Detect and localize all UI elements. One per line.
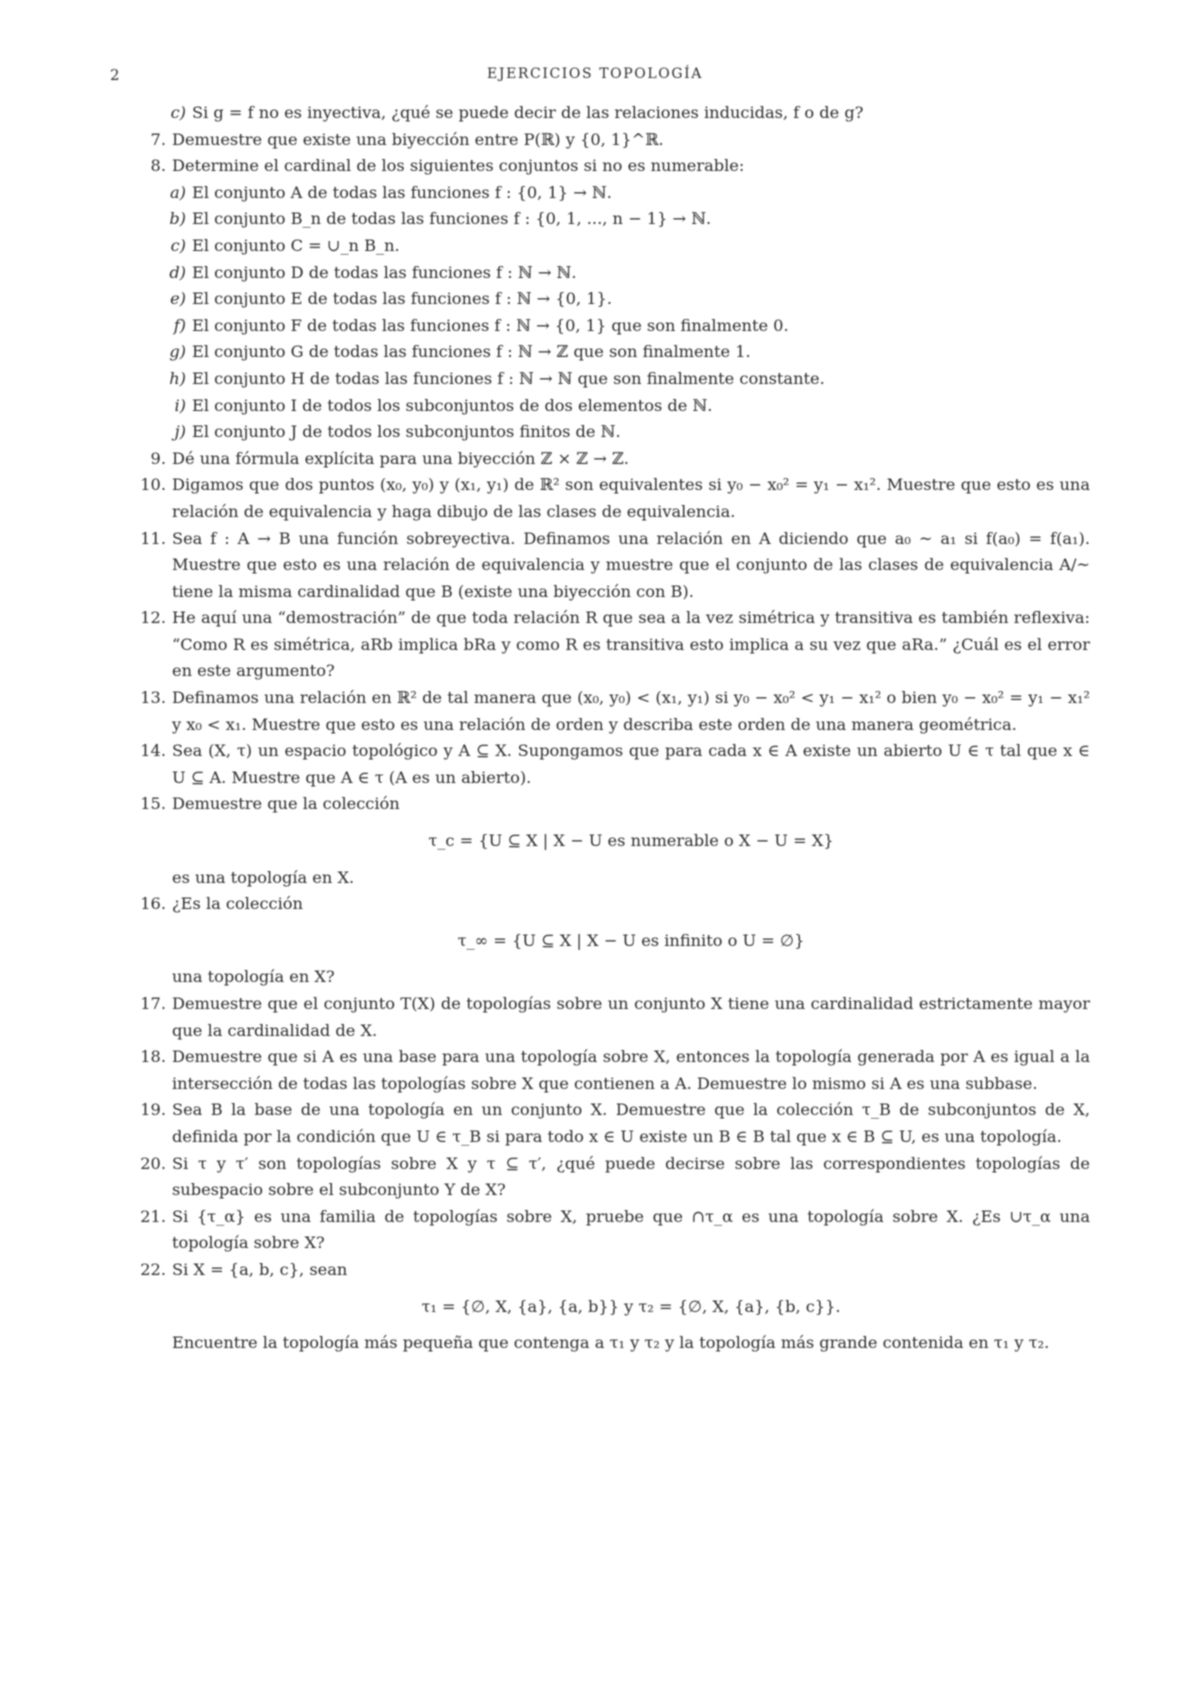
- exercise-item: [140, 991, 1090, 1044]
- item-text: Demuestre que la colección: [172, 794, 400, 814]
- continuation-text: Encuentre la topología más pequeña que contenga a τ₁ y τ₂ y la topología más grande contenida en τ₁ y τ₂.: [172, 1333, 1050, 1353]
- exercise-item: [140, 1204, 1090, 1257]
- sub-exercise: [150, 206, 1090, 233]
- item-number: e): [170, 289, 186, 309]
- item-text: El conjunto I de todos los subconjuntos de dos elementos de ℕ.: [192, 395, 713, 415]
- display-formula: τ_∞ = {U ⊆ X | X − U es infinito o U = ∅}: [457, 930, 805, 950]
- page-number: 2: [110, 66, 120, 84]
- item-number: j): [174, 422, 186, 442]
- item-text: El conjunto J de todos los subconjuntos finitos de ℕ.: [192, 422, 621, 442]
- display-formula: τ₁ = {∅, X, {a}, {a, b}} y τ₂ = {∅, X, {a}, {b, c}}.: [421, 1296, 841, 1316]
- exercise-item: [140, 605, 1090, 685]
- item-text: Si X = {a, b, c}, sean: [172, 1259, 348, 1279]
- item-text: Demuestre que el conjunto T(X) de topologías sobre un conjunto X tiene una cardinalidad estrictamente mayor que la cardinalidad de X.: [172, 994, 1090, 1040]
- sub-exercise: [150, 286, 1090, 313]
- sub-exercise: [150, 100, 1090, 127]
- sub-exercise: [150, 260, 1090, 287]
- item-text: Determine el cardinal de los siguientes conjuntos si no es numerable:: [172, 156, 745, 176]
- exercise-list: [140, 100, 1090, 1357]
- item-text: El conjunto E de todas las funciones f : ℕ → {0, 1}.: [192, 289, 612, 309]
- sub-exercise: [150, 393, 1090, 420]
- sub-exercise: [150, 180, 1090, 207]
- sub-exercise: [150, 419, 1090, 446]
- item-text: Si {τ_α} es una familia de topologías sobre X, pruebe que ∩τ_α es una topología sobre X. ¿Es ∪τ_α una topología sobre X?: [172, 1206, 1090, 1253]
- item-number: b): [169, 209, 186, 229]
- item-number: 16.: [140, 894, 166, 914]
- continuation-text: una topología en X?: [172, 967, 335, 987]
- exercise-item: [140, 685, 1090, 738]
- item-number: 13.: [140, 688, 166, 708]
- continuation-text: es una topología en X.: [172, 867, 355, 887]
- exercise-item: [140, 1097, 1090, 1150]
- exercise-item: [140, 891, 1090, 918]
- exercise-item: [150, 127, 1090, 154]
- item-text: Definamos una relación en ℝ² de tal manera que (x₀, y₀) < (x₁, y₁) si y₀ − x₀² < y₁ − x₁² o bien y₀ − x₀² = y₁ − x₁² y x₀ < x₁. Muestre que esto es una relación de orden y describa este orden de una manera geométrica.: [172, 688, 1090, 734]
- item-text: El conjunto F de todas las funciones f : ℕ → {0, 1} que son finalmente 0.: [192, 315, 789, 335]
- item-number: 18.: [140, 1047, 166, 1067]
- exercise-item: [140, 1151, 1090, 1204]
- item-number: 20.: [140, 1153, 166, 1173]
- exercise-item: [140, 791, 1090, 818]
- item-number: i): [174, 395, 186, 415]
- item-number: g): [169, 342, 186, 362]
- item-text: Sea f : A → B una función sobreyectiva. Definamos una relación en A diciendo que a₀ ~ a₁ si f(a₀) = f(a₁). Muestre que esto es una relación de equivalencia y muestre que el conjunto de las clases de equivalencia A/~ tiene la misma cardinalidad que B (existe una biyección con B).: [172, 528, 1090, 601]
- item-text: Dé una fórmula explícita para una biyección ℤ × ℤ → ℤ.: [172, 448, 629, 468]
- item-number: d): [169, 262, 186, 282]
- item-number: c): [170, 235, 186, 255]
- item-text: Si g = f no es inyectiva, ¿qué se puede decir de las relaciones inducidas, f o de g?: [192, 103, 864, 122]
- item-number: 22.: [140, 1259, 166, 1279]
- exercise-item: [140, 1044, 1090, 1097]
- display-formula: τ_c = {U ⊆ X | X − U es numerable o X − U = X}: [428, 831, 834, 851]
- item-text: El conjunto C = ∪_n B_n.: [192, 235, 400, 255]
- sub-exercise: [150, 366, 1090, 393]
- item-number: 14.: [140, 741, 166, 761]
- item-number: 21.: [140, 1206, 166, 1226]
- item-number: 11.: [140, 528, 166, 548]
- item-text: El conjunto A de todas las funciones f : {0, 1} → ℕ.: [192, 182, 612, 202]
- exercise-item: [140, 472, 1090, 525]
- exercise-item: [140, 1257, 1090, 1284]
- exercise-item: [140, 738, 1090, 791]
- item-number: 9.: [150, 448, 166, 468]
- item-text: El conjunto H de todas las funciones f : ℕ → ℕ que son finalmente constante.: [192, 368, 825, 388]
- item-text: El conjunto G de todas las funciones f : ℕ → ℤ que son finalmente 1.: [192, 342, 751, 362]
- item-text: Demuestre que existe una biyección entre P(ℝ) y {0, 1}^ℝ.: [172, 129, 664, 149]
- item-text: El conjunto D de todas las funciones f : ℕ → ℕ.: [192, 262, 577, 282]
- item-number: 15.: [140, 794, 166, 814]
- item-number: c): [170, 103, 186, 122]
- exercise-item: [150, 153, 1090, 180]
- item-number: 17.: [140, 994, 166, 1013]
- item-text: He aquí una “demostración” de que toda relación R que sea a la vez simétrica y transitiva es también reflexiva: “Como R es simétrica, aRb implica bRa y como R es transitiva esto implica a su vez que aRa.” ¿Cuál es el error en este argumento?: [172, 608, 1090, 681]
- item-number: h): [169, 368, 186, 388]
- item-text: Demuestre que si A es una base para una topología sobre X, entonces la topología generada por A es igual a la intersección de todas las topologías sobre X que contienen a A. Demuestre lo mismo si A es una subbase.: [172, 1047, 1090, 1093]
- exercise-item: [140, 526, 1090, 606]
- exercise-item: [150, 446, 1090, 473]
- item-text: El conjunto B_n de todas las funciones f : {0, 1, ..., n − 1} → ℕ.: [192, 209, 712, 229]
- item-text: Digamos que dos puntos (x₀, y₀) y (x₁, y₁) de ℝ² son equivalentes si y₀ − x₀² = y₁ − x₁². Muestre que esto es una relación de equivalencia y haga dibujo de las clases de equivalencia.: [172, 475, 1090, 521]
- sub-exercise: [150, 313, 1090, 340]
- item-text: Sea (X, τ) un espacio topológico y A ⊆ X. Supongamos que para cada x ∈ A existe un abierto U ∈ τ tal que x ∈ U ⊆ A. Muestre que A ∈ τ (A es un abierto).: [172, 741, 1090, 787]
- item-number: 19.: [140, 1100, 166, 1120]
- item-number: a): [170, 182, 186, 202]
- item-number: 12.: [140, 608, 166, 628]
- running-header: EJERCICIOS TOPOLOGÍA: [487, 66, 703, 82]
- item-text: Si τ y τ′ son topologías sobre X y τ ⊆ τ′, ¿qué puede decirse sobre las correspondientes topologías de subespacio sobre el subconjunto Y de X?: [172, 1153, 1090, 1200]
- item-number: 10.: [140, 475, 166, 495]
- item-number: f): [173, 315, 186, 335]
- sub-exercise: [150, 339, 1090, 366]
- item-text: Sea B la base de una topología en un conjunto X. Demuestre que la colección τ_B de subconjuntos de X, definida por la condición que U ∈ τ_B si para todo x ∈ U existe un B ∈ B tal que x ∈ B ⊆ U, es una topología.: [172, 1100, 1090, 1146]
- sub-exercise: [150, 233, 1090, 260]
- item-number: 8.: [150, 156, 166, 176]
- item-text: ¿Es la colección: [172, 894, 303, 914]
- item-number: 7.: [150, 129, 166, 149]
